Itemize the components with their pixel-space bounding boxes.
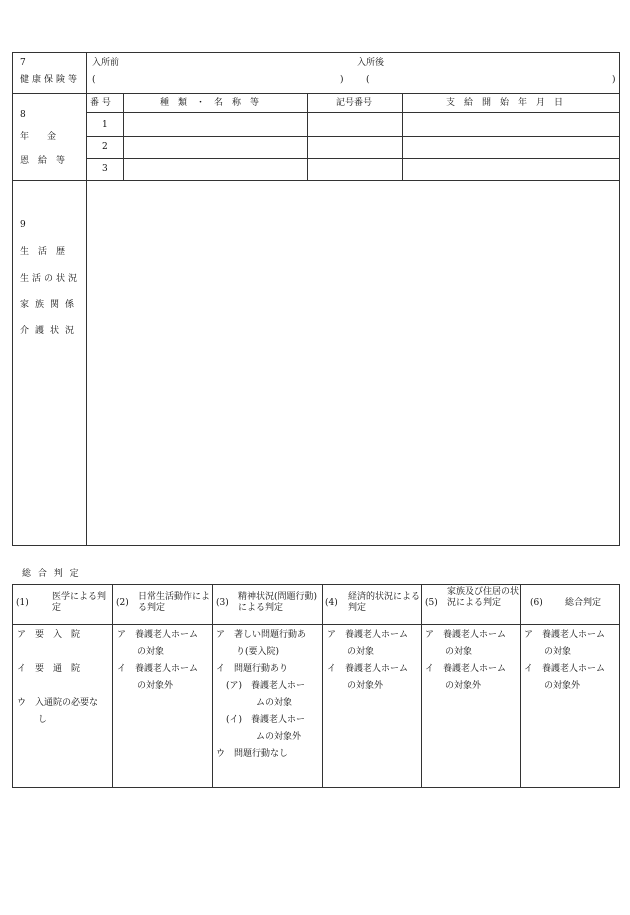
pension-col-line-2	[307, 93, 308, 180]
judgment-col3-item: (イ) 養護老人ホー	[226, 715, 306, 725]
pension-header-line	[86, 112, 620, 113]
judgment-col4-title: 経済的状況による判定	[348, 592, 421, 613]
judgment-col3-item: ムの対象外	[256, 732, 302, 742]
pension-row1-line	[86, 136, 620, 137]
judgment-col5-item: イ 養護老人ホーム	[425, 664, 507, 674]
section7-label: 健康保険等	[20, 75, 81, 85]
after-paren-open: (	[366, 75, 370, 85]
judgment-col1-num: (1)	[16, 598, 29, 608]
pension-header-code: 記号番号	[336, 98, 373, 108]
judgment-col6-item: イ 養護老人ホーム	[524, 664, 606, 674]
judgment-col1-title: 医学による判定	[52, 592, 107, 613]
judgment-col2-title: 日常生活動作による判定	[138, 592, 211, 613]
judgment-col-line	[520, 584, 521, 788]
section8-label-line2: 恩 給 等	[20, 156, 66, 166]
pension-col-line-3	[402, 93, 403, 180]
section9-number: 9	[20, 220, 26, 230]
judgment-table-frame	[12, 584, 620, 788]
judgment-col1-item: し	[38, 715, 48, 725]
pension-row-number: 1	[102, 120, 108, 130]
judgment-col3-title: 精神状況(問題行動)による判定	[238, 592, 318, 613]
section9-line: 生 活 歴	[20, 247, 66, 257]
pension-row-number: 2	[102, 142, 108, 152]
section9-line: 生活の状況	[20, 274, 81, 284]
before-paren-close: )	[340, 75, 344, 85]
section7-bottom-line	[12, 93, 620, 94]
section7-number: 7	[20, 58, 26, 68]
judgment-col5-item: の対象	[445, 647, 473, 657]
judgment-header-line	[12, 624, 620, 625]
judgment-col-line	[421, 584, 422, 788]
judgment-col3-item: ア 著しい問題行動あ	[216, 630, 307, 640]
judgment-col6-item: ア 養護老人ホーム	[524, 630, 606, 640]
pension-header-start-date: 支 給 開 始 年 月 日	[446, 98, 564, 108]
judgment-col3-item: イ 問題行動あり	[216, 664, 289, 674]
before-paren-open: (	[92, 75, 96, 85]
judgment-col6-num: (6)	[530, 598, 543, 608]
judgment-title: 総 合 判 定	[22, 569, 81, 579]
judgment-col3-item: ムの対象	[256, 698, 293, 708]
judgment-col6-title: 総合判定	[565, 598, 602, 608]
judgment-col5-item: の対象外	[445, 681, 482, 691]
judgment-col5-item: ア 養護老人ホーム	[425, 630, 507, 640]
judgment-col2-item: の対象外	[137, 681, 174, 691]
judgment-col5-num: (5)	[425, 598, 438, 608]
pension-header-type: 種 類 ・ 名 称 等	[160, 98, 260, 108]
judgment-col2-item: の対象	[137, 647, 165, 657]
judgment-col4-item: イ 養護老人ホーム	[327, 664, 409, 674]
judgment-col2-item: ア 養護老人ホーム	[117, 630, 199, 640]
pension-row2-line	[86, 158, 620, 159]
before-admission-label: 入所前	[92, 58, 120, 68]
judgment-col3-item: り(要入院)	[236, 647, 280, 657]
pension-row-number: 3	[102, 164, 108, 174]
judgment-col2-item: イ 養護老人ホーム	[117, 664, 199, 674]
section8-number: 8	[20, 110, 26, 120]
judgment-col4-num: (4)	[325, 598, 338, 608]
label-column-divider	[86, 52, 87, 546]
section8-label-line1: 年 金	[20, 132, 57, 142]
judgment-col3-item: ウ 問題行動なし	[216, 749, 289, 759]
judgment-col1-item: ウ 入通院の必要な	[17, 698, 99, 708]
after-admission-label: 入所後	[357, 58, 385, 68]
section9-line: 家族関係	[20, 300, 81, 310]
pension-col-line-1	[123, 93, 124, 180]
judgment-col1-item: ア 要 入 院	[17, 630, 81, 640]
judgment-col4-item: の対象	[347, 647, 375, 657]
pension-header-number: 番 号	[90, 98, 111, 108]
judgment-col-line	[322, 584, 323, 788]
judgment-col2-num: (2)	[116, 598, 129, 608]
section8-bottom-line	[12, 180, 620, 181]
judgment-col4-item: ア 養護老人ホーム	[327, 630, 409, 640]
judgment-col-line	[212, 584, 213, 788]
after-paren-close: )	[612, 75, 616, 85]
judgment-col3-item: (ア) 養護老人ホー	[226, 681, 306, 691]
judgment-col4-item: の対象外	[347, 681, 384, 691]
judgment-col3-num: (3)	[216, 598, 229, 608]
judgment-col1-item: イ 要 通 院	[17, 664, 81, 674]
section9-line: 介護状況	[20, 326, 81, 336]
judgment-col6-item: の対象外	[544, 681, 581, 691]
judgment-col5-title: 家族及び住居の状況による判定	[447, 587, 520, 608]
judgment-col-line	[112, 584, 113, 788]
judgment-col6-item: の対象	[544, 647, 572, 657]
